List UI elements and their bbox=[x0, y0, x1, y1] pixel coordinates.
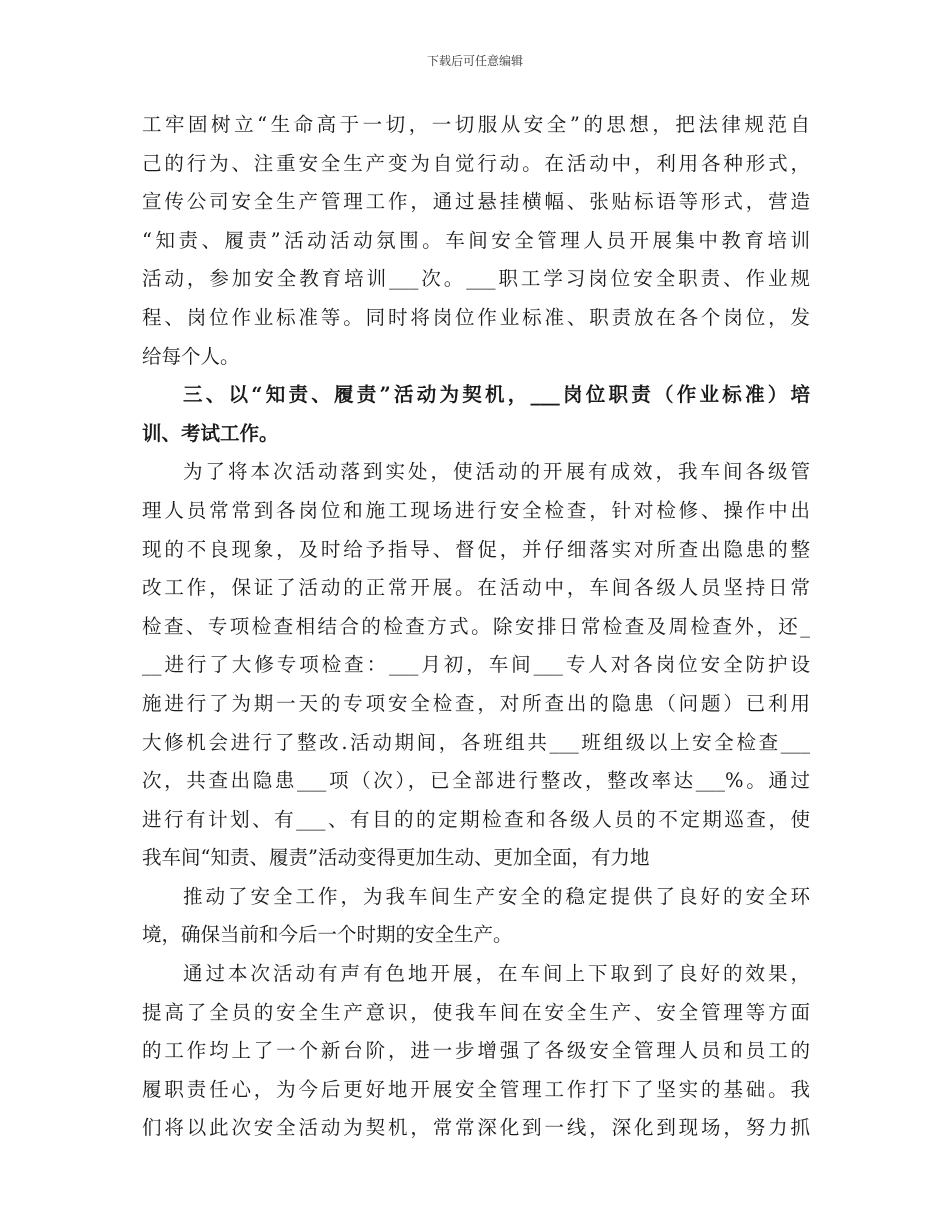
paragraph-line: 为了将本次活动落到实处，使活动的开展有成效，我车间各级管 bbox=[183, 460, 810, 484]
section-heading-line: 训、考试工作。 bbox=[142, 421, 279, 445]
paragraph-line: 境，确保当前和今后一个时期的安全生产。 bbox=[142, 923, 513, 947]
paragraph-line: 提高了全员的安全生产意识，使我车间在安全生产、安全管理等方面 bbox=[142, 1000, 810, 1024]
paragraph-line: 己的行为、注重安全生产变为自觉行动。在活动中，利用各种形式， bbox=[142, 151, 810, 175]
paragraph-line: 工牢固树立“生命高于一切，一切服从安全”的思想，把法律规范自 bbox=[142, 113, 810, 136]
paragraph-line: “知责、履责”活动活动氛围。车间安全管理人员开展集中教育培训 bbox=[142, 228, 810, 252]
paragraph-line: 履职责任心，为今后更好地开展安全管理工作打下了坚实的基础。我 bbox=[142, 1077, 810, 1101]
paragraph-line: 大修机会进行了整改.活动期间，各班组共___班组级以上安全检查___ bbox=[142, 730, 810, 754]
document-body bbox=[142, 106, 810, 1148]
paragraph-line: 我车间“知责、履责”活动变得更加生动、更加全面，有力地 bbox=[142, 846, 650, 870]
paragraph-line: 推动了安全工作，为我车间生产安全的稳定提供了良好的安全环 bbox=[183, 884, 810, 908]
paragraph-line: 们将以此次安全活动为契机，常常深化到一线，深化到现场，努力抓 bbox=[142, 1116, 810, 1140]
paragraph-line: 活动，参加安全教育培训___次。___职工学习岗位安全职责、作业规 bbox=[142, 267, 810, 291]
paragraph-line: 给每个人。 bbox=[142, 344, 240, 368]
paragraph-line: __进行了大修专项检查：___月初，车间___专人对各岗位安全防护设 bbox=[142, 653, 810, 677]
paragraph-line: 施进行了为期一天的专项安全检查，对所查出的隐患（问题）已利用 bbox=[142, 691, 810, 715]
paragraph-line: 现的不良现象，及时给予指导、督促，并仔细落实对所查出隐患的整 bbox=[142, 537, 810, 561]
page-header: 下载后可任意编辑 bbox=[426, 54, 523, 68]
paragraph-line: 程、岗位作业标准等。同时将岗位作业标准、职责放在各个岗位，发 bbox=[142, 305, 810, 329]
paragraph-line: 的工作均上了一个新台阶，进一步增强了各级安全管理人员和员工的 bbox=[142, 1039, 810, 1063]
paragraph-line: 理人员常常到各岗位和施工现场进行安全检查，针对检修、操作中出 bbox=[142, 498, 810, 522]
paragraph-line: 检查、专项检查相结合的检查方式。除安排日常检查及周检查外，还_ bbox=[142, 614, 810, 638]
paragraph-line: 宣传公司安全生产管理工作，通过悬挂横幅、张贴标语等形式，营造 bbox=[142, 190, 810, 214]
paragraph-line: 进行有计划、有___、有目的的定期检查和各级人员的不定期巡查，使 bbox=[142, 807, 810, 831]
section-heading-line: 三、以“知责、履责”活动为契机，___岗位职责（作业标准）培 bbox=[183, 383, 810, 407]
paragraph-line: 改工作，保证了活动的正常开展。在活动中，车间各级人员坚持日常 bbox=[142, 576, 810, 600]
paragraph-line: 通过本次活动有声有色地开展，在车间上下取到了良好的效果， bbox=[183, 962, 810, 986]
paragraph-line: 次，共查出隐患___项（次），已全部进行整改，整改率达___%。通过 bbox=[142, 769, 810, 793]
